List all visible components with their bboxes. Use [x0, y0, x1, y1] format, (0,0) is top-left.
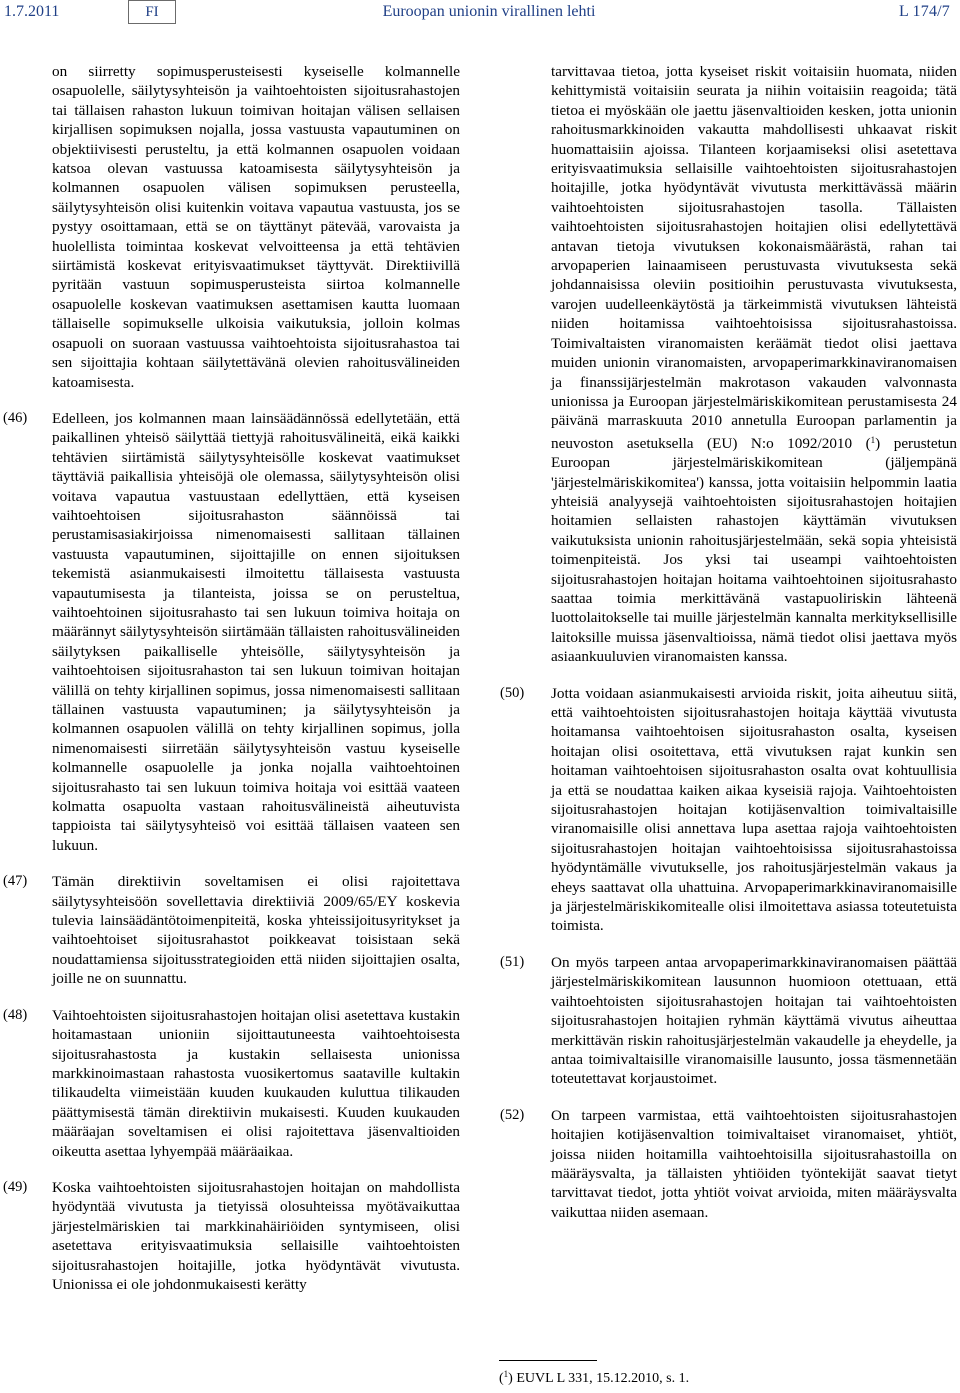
paragraph-continuation — [551, 62, 957, 667]
language-badge: FI — [128, 0, 176, 24]
left-column — [3, 62, 460, 1311]
page-header — [0, 0, 960, 28]
paragraph-text: On tarpeen varmistaa, että vaihtoehtoisten sijoitusrahastojen hoitajien kotijäsenvaltion toimivaltaiset viranomaiset, yhtiöt, joissa niiden hoitamilla vaihtoehtoisilla sijoitusrahastoilla on määräysvalta, ja tällaisten yhtiöiden työntekijät saavat tietyt tarvittavat tiedot, jotta yhtiöt voivat arvioida, miten määräysvalta vaikuttaa niiden asemaan. — [551, 1106, 957, 1221]
footnote-ref[interactable]: 1 — [870, 434, 876, 445]
paragraph-text: Edelleen, jos kolmannen maan lainsäädännössä edellytetään, että paikallinen yhteisö säilyttää tiettyjä rahoitusvälineitä, eikä kaikki tehtävien siirtämistä säilytysyhteisölle koskevat vaatimukset täyttäviä paikallisia yhteisöjä ole olemassa, säilytysyhteisön olisi voitava vapautua vastuustaan edellyttäen, että kyseisen vaihtoehtoisen sijoitusrahaston säännöissä tai perustamisasiakirjoissa nimenomaisesti sallitaan tällainen vastuusta vapautuminen, sijoittajille on ennen sijoituksen tekemistä asianmukaisesti ilmoitettu tällaisesta vastuusta vapautumisesta ja tilanteista, joissa se on perusteltua, vaihtoehtoinen sijoitusrahasto tai sen lukuun toimiva hoitaja on määrännyt säilytysyhteisön siirtämään tällaisten rahoitusvälineiden säilytyksen paikalliselle yhteisölle, säilytysyhteisön ja vaihtoehtoisen sijoitusrahaston tai sen lukuun toimivan hoitajan välillä on tehty kirjallinen sopimus, jossa nimenomaisesti sallitaan tällainen vastuusta vapautuminen; ja säilytysyhteisön ja kolmannen osapuolen välillä on tehty kirjallinen sopimus, jolla nimenomaisesti siirretään säilytysyhteisön vastuu kyseiselle kolmannelle osapuolelle ja jonka nojalla vaihtoehtoinen sijoitusrahasto tai sen lukuun toimiva hoitaja voi esittää vaateen kolmatta osapuolta vastaan rahoitusvälineistä aiheutuvista tappioista tai säilytysyhteisö voi esittää tällaisen vaateen sen lukuun. — [52, 409, 460, 854]
paragraph-47 — [3, 872, 460, 988]
journal-title: Euroopan unionin virallinen lehti — [382, 3, 596, 20]
page-number: L 174/7 — [898, 3, 950, 20]
paragraph-text-part: tarvittavaa tietoa, jotta kyseiset riskit voitaisiin huomata, niiden kehittymistä voitaisiin seurata ja niihin voitaisiin reagoida; tätä tietoa ei myöskään ole jaettu jäsenvaltioiden kesken, jotta unionin rahoitusmarkkinoiden vakautta mahdollisesti uhkaavat riskit huomattaisiin ajoissa. Tilanteen korjaamiseksi olisi asetettava erityisvaatimuksia sellaisille vaihtoehtoisten sijoitusrahastojen hoitajille, jotka hyödyntävät vivutusta merkittävässä määrin vaihtoehtoisten sijoitusrahastojen tasolla. Tällaisten vaihtoehtoisten sijoitusrahastojen hoitajien olisi edellytettävä antavan tietoja vivutuksen kokonaismäärästä, rahan tai arvopaperien lainaamiseen perustuvasta vivutuksesta sekä johdannaisissa oleviin positioihin perustuvasta vivutuksesta, varojen uudelleenkäytöstä ja tärkeimmistä vivutuksen lähteistä niiden hoitamissa vaihtoehtoisissa sijoitusrahastoissa. Toimivaltaisten viranomaisten keräämät tiedot olisi jaettava muiden unionin viranomaisten, arvopaperimarkkinaviranomaisen ja finanssijärjestelmän makrotason vakauden valvonnasta unionissa ja Euroopan järjestelmäriskikomitean perustamisesta 24 päivänä marraskuuta 2010 annetulla Euroopan parlamentin ja neuvoston asetuksella (EU) N:o 1092/2010 — [551, 63, 957, 452]
paragraph-text-part: perustetun Euroopan järjestelmäriskikomitean (jäljempänä 'järjestelmäriskikomitea') kanssa, jotta voitaisiin helpommin laatia yhteisiä analyysejä vaihtoehtoisten sijoitusrahastojen hoitajien hoitamien sellaisten rahastojen käyttämän vivutuksen vaikutuksista unionin rahoitusjärjestelmään, sekä sopia yhteisistä toimenpiteistä. Jos yksi tai useampi vaihtoehtoisten sijoitusrahastojen hoitajan hoitama vaihtoehtoinen sijoitusrahasto saattaa toimia merkittävänä vastapuoliriskin lähteenä luottolaitokselle tai muille järjestelmän kannalta merkityksellisille laitoksille muissa jäsenvaltioissa, nämä tiedot olisi jaettava myös asiaankuuluvien viranomaisten kanssa. — [551, 434, 957, 666]
paragraph-number: (51) — [500, 953, 525, 970]
paragraph-continuation — [52, 62, 460, 392]
paragraph-46 — [3, 409, 460, 855]
paragraph-text: on siirretty sopimusperusteisesti kyseiselle kolmannelle osapuolelle, säilytysyhteisön ja vaihtoehtoisten sijoitusrahastojen tai tällaisen rahaston lukuun toimivan hoitajan välisen sellaisen kirjallisen sopimuksen nojalla, jossa vastuusta vapautuminen on objektiivisesti perusteltu, ja että kolmannen osapuolen voidaan katsoa olevan vastuussa katoamisesta säilytysyhteisön ja kolmannen osapuolen välisen sopimuksen perusteella, säilytysyhteisön olisi kuitenkin voitava vapautua vastuusta, jos se pystyy osoittamaan, että se on täyttänyt pätevää, varovaista ja huolellista toimintaa koskevat velvoitteensa ja että tehtävien siirtämistä koskevat erityisvaatimukset täyttyvät. Direktiivillä pyritään vastuun sopimusperusteista siirtoa kolmannelle osapuolelle koskevan vaatimuksen asettamisen kautta luomaan tällaiselle sopimukselle ulkoisia vaikutuksia, jolloin kolmas osapuoli on suoraan vastuussa vaihtoehtoista sijoitusrahastoa tai sen sijoittajia kohtaan säilytettävänä olevien rahoitusvälineiden katoamisesta. — [52, 63, 460, 391]
paragraph-49 — [3, 1178, 460, 1294]
paragraph-number: (49) — [3, 1178, 28, 1195]
paragraph-51 — [500, 953, 957, 1089]
paragraph-text: On myös tarpeen antaa arvopaperimarkkinaviranomaisen päättää järjestelmäriskikomitean lausunnon huomioon otettuaan, että vaihtoehtoisten sijoitusrahastojen hoitajan tai vaihtoehtoisten sijoitusrahastojen hoitajien ryhmän käyttämä vivutus aiheuttaa merkittävän riskin rahoitusjärjestelmän vakaudelle ja eheydelle, ja antaa toimivaltaisille viranomaisille lausunto, jossa täsmennetään toteutettavat korjaustoimet. — [551, 953, 957, 1088]
paragraph-number: (47) — [3, 873, 28, 890]
paragraph-number: (52) — [500, 1106, 525, 1123]
footnote: ($^1$) EUVL L 331, 15.12.2010, s. 1. — [499, 1369, 690, 1386]
paragraph-text: Tämän direktiivin soveltamisen ei olisi rajoitettava säilytysyhteisöön sovellettavia direktiiviä 2009/65/EY koskevia tulevia lainsäädäntötoimenpiteitä, koska yhteissijoitusyritykset ja vaihtoehtoiset sijoitusrahastot poikkeavat toisistaan sekä noudattamiensa sijoitusstrategioiden että niiden sijoittajien osalta, joille ne on suunnattu. — [52, 873, 460, 988]
paragraph-text: Koska vaihtoehtoisten sijoitusrahastojen hoitajan on mahdollista hyödyntää vivutusta ja tietyissä olosuhteissa myötävaikuttaa järjestelmäriskien tai markkinahäiriöiden syntymiseen, olisi asetettava erityisvaatimuksia sellaisille vaihtoehtoisten sijoitusrahastojen hoitajille, jotka hyödyntävät vivutusta. Unionissa ei ole johdonmukaisesti kerätty — [52, 1178, 460, 1293]
paragraph-text: Jotta voidaan asianmukaisesti arvioida riskit, joita aiheutuu siitä, että vaihtoehtoisten sijoitusrahastojen hoitaja käyttää vivutusta hoitamansa vaihtoehtoisen sijoitusrahaston osalta, kyseisen hoitajan olisi osoitettava, että vivutuksen rajat kunkin sen hoitaman vaihtoehtoisen sijoitusrahaston osalta ovat kohtuullisia ja että se noudattaa kaiken aikaa kyseisiä rajoja. Vaihtoehtoisten sijoitusrahastojen hoitajan kotijäsenvaltion toimivaltaisille viranomaisille olisi annettava lupa asettaa rajoja vaihtoehtoisten sijoitusrahastojen hoitajan vaihtoehtoisissa sijoitusrahastoissa hyödyntämälle vivutukselle, jos rahoitusjärjestelmän vakaus ja eheys saattavat olla uhattuina. Arvopaperimarkkinaviranomaisille ja järjestelmäriskikomitealle olisi ilmoitettava asiassa toteutetuista toimista. — [551, 684, 957, 935]
publication-date: 1.7.2011 — [4, 3, 60, 20]
paragraph-number: (50) — [500, 684, 525, 701]
footnote-text: EUVL L 331, 15.12.2010, s. 1. — [516, 1371, 690, 1386]
footnote-separator — [499, 1360, 597, 1361]
paragraph-text: tarvittavaa tietoa, jotta kyseiset riskit voitaisiin huomata, niiden kehittymistä voitaisiin seurata ja niihin voitaisiin reagoida; tätä tietoa ei myöskään ole jaettu jäsenvaltioiden kesken, jotta unionin rahoitusmarkkinoiden vakautta mahdollisesti uhkaavat riskit huomattaisiin ajoissa. Tilanteen korjaamiseksi olisi asetettava erityisvaatimuksia sellaisille vaihtoehtoisten sijoitusrahastojen hoitajille, jotka hyödyntävät vivutusta merkittävässä määrin vaihtoehtoisten sijoitusrahastojen tasolla. Tällaisten vaihtoehtoisten sijoitusrahastojen hoitajien olisi edellytettävä antavan tietoja vivutuksen kokonaismäärästä, rahan tai arvopaperien lainaamiseen perustuvasta vivutuksesta sekä johdannaisissa oleviin positioihin perustuvasta vivutuksesta, varojen uudelleenkäytöstä ja tärkeimmistä vivutuksen lähteistä niiden hoitamissa vaihtoehtoisissa sijoitusrahastoissa. Toimivaltaisten viranomaisten keräämät tiedot olisi jaettava muiden unionin viranomaisten, arvopaperimarkkinaviranomaisen ja finanssijärjestelmän makrotason vakauden valvonnasta unionissa ja Euroopan järjestelmäriskikomitean perustamisesta 24 päivänä marraskuuta 2010 annetulla Euroopan parlamentin ja neuvoston asetuksella (EU) N:o 1092/2010 ($^1$) perustetun Euroopan järjestelmäriskikomitean (jäljempänä 'järjestelmäriskikomitea') kanssa, jotta voitaisiin helpommin laatia yhteisiä analyysejä vaihtoehtoisten sijoitusrahastojen hoitajien hoitamien sellaisten rahastojen käyttämän vivutuksen vaikutuksista unionin rahoitusjärjestelmään, sekä sopia yhteisistä toimenpiteistä. Jos yksi tai useampi vaihtoehtoisten sijoitusrahastojen hoitajan hoitama vaihtoehtoinen sijoitusrahasto saattaa toimia merkittävänä vastapuoliriskin lähteenä luottolaitokselle tai muille järjestelmän kannalta merkityksellisille laitoksille muissa jäsenvaltioissa, nämä tiedot olisi jaettava myös asiaankuuluvien viranomaisten kanssa. — [551, 63, 957, 666]
paragraph-text: Vaihtoehtoisten sijoitusrahastojen hoitajan olisi asetettava kustakin hoitamastaan unioniin sijoittautuneesta vaihtoehtoisesta sijoitusrahastosta ja kustakin sellaisesta unionissa markkinoimastaan rahastosta vuosikertomus saataville kultakin tilikaudelta viimeistään kuuden kuukauden kuluttua tilikauden päättymisestä tämän direktiivin mukaisesti. Kuuden kuukauden määräajan soveltamisen ei olisi rajoitettava jäsenvaltioiden oikeutta asettaa lyhyempää määräaikaa. — [52, 1006, 460, 1160]
paragraph-number: (48) — [3, 1006, 28, 1023]
paragraph-50 — [500, 684, 957, 936]
footnote-marker: 1 — [503, 1369, 509, 1379]
paragraph-number: (46) — [3, 409, 28, 426]
paragraph-48 — [3, 1006, 460, 1161]
paragraph-52 — [500, 1106, 957, 1222]
right-column — [500, 62, 957, 1239]
